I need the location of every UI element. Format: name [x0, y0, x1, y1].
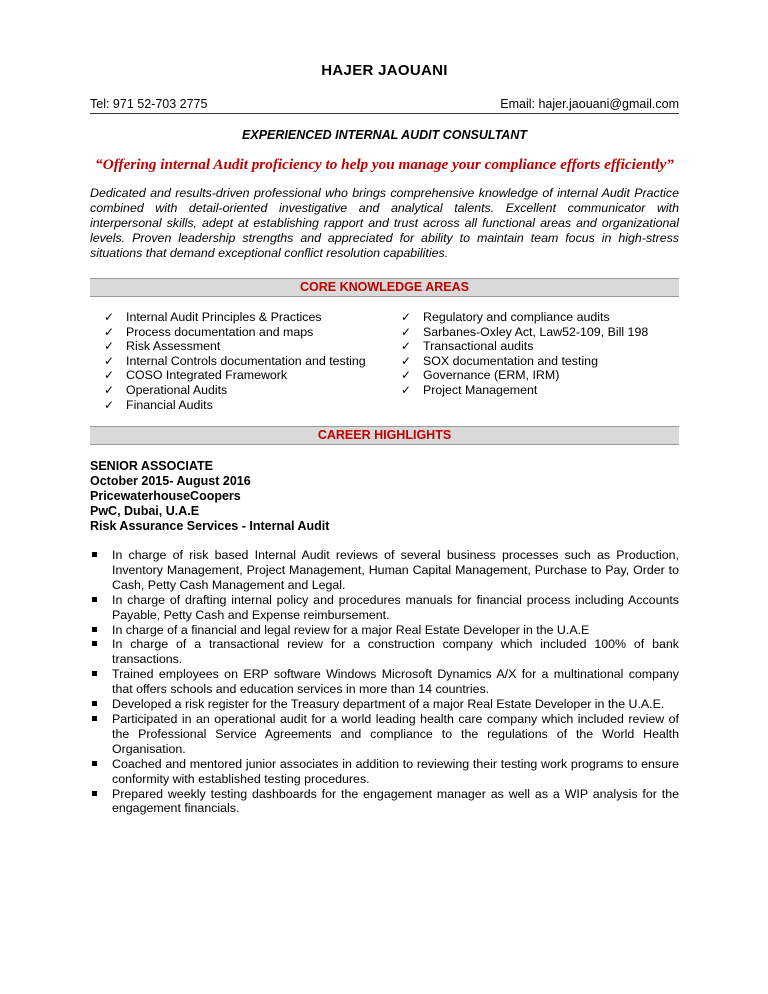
skills-column-left — [104, 310, 366, 412]
skills-column-right — [401, 310, 648, 398]
core-knowledge-heading: CORE KNOWLEDGE AREAS — [90, 278, 679, 297]
square-bullet-icon — [92, 671, 97, 676]
square-bullet-icon — [92, 761, 97, 766]
skill-item: ✓ Sarbanes-Oxley Act, Law52-109, Bill 198 — [401, 324, 649, 339]
square-bullet-icon — [92, 701, 97, 706]
checkmark-icon: ✓ — [104, 339, 115, 354]
skill-item: ✓ Process documentation and maps — [104, 324, 314, 339]
contact-line — [90, 97, 679, 114]
square-bullet-icon — [92, 597, 97, 602]
skill-item: ✓ Regulatory and compliance audits — [401, 310, 610, 324]
square-bullet-icon — [92, 552, 97, 557]
checkmark-icon: ✓ — [401, 339, 412, 354]
duty-item: Trained employees on ERP software Windows Microsoft Dynamics A/X for a multinational company that offers schools and education services in more than 14 countries. — [90, 667, 679, 697]
duty-item: In charge of risk based Internal Audit reviews of several business processes such as Production, Inventory Management, Project Management, Human Capital Management, Purchase to Pay, Order to Cash, Petty Cash Management and Legal. — [90, 548, 679, 593]
duty-item: Participated in an operational audit for a world leading health care company which included review of the Professional Service Agreements and compliance to the regulations of the World Health Organisation. — [90, 712, 679, 757]
profile-summary: Dedicated and results-driven professional who brings comprehensive knowledge of internal Audit Practice combined with detail-oriented investigative and analytical talents. Excellent communicator with interpersonal skills, adept at establishing rapport and trust across all functional areas and organizational levels. Proven leadership strengths and appreciated for ability to maintain team focus in high-stress situations that demand exceptional conflict resolution capabilities. — [90, 186, 679, 260]
square-bullet-icon — [92, 791, 97, 796]
duty-item: In charge of a financial and legal review for a major Real Estate Developer in the U.A.E — [90, 623, 679, 638]
skill-item: ✓ Financial Audits — [104, 397, 213, 412]
professional-title: EXPERIENCED INTERNAL AUDIT CONSULTANT — [242, 128, 527, 142]
skill-item: ✓ Governance (ERM, IRM) — [401, 368, 560, 383]
duty-item: Coached and mentored junior associates in addition to reviewing their testing work programs to ensure conformity with established testing procedures. — [90, 757, 679, 787]
square-bullet-icon — [92, 716, 97, 721]
checkmark-icon: ✓ — [104, 353, 115, 368]
job-location: PwC, Dubai, U.A.E — [90, 504, 200, 518]
square-bullet-icon — [92, 641, 97, 646]
duty-item: Developed a risk register for the Treasury department of a major Real Estate Developer in the U.A.E. — [90, 697, 679, 712]
checkmark-icon: ✓ — [401, 368, 412, 383]
checkmark-icon: ✓ — [401, 382, 412, 397]
skill-item: ✓ COSO Integrated Framework — [104, 368, 288, 383]
job-dates: October 2015- August 2016 — [90, 474, 251, 488]
duty-item: In charge of drafting internal policy and procedures manuals for financial process including Accounts Payable, Petty Cash and Expense reimbursement. — [90, 593, 679, 623]
square-bullet-icon — [92, 627, 97, 632]
duty-item: Prepared weekly testing dashboards for the engagement manager as well as a WIP analysis for the engagement financials. — [90, 787, 679, 817]
tagline-quote: “Offering internal Audit proficiency to help you manage your compliance efforts efficiently” — [95, 156, 674, 173]
job-header — [90, 459, 329, 534]
job-department: Risk Assurance Services - Internal Audit — [90, 519, 330, 533]
checkmark-icon: ✓ — [104, 397, 115, 412]
skill-item: ✓ SOX documentation and testing — [401, 353, 598, 368]
skill-item: ✓ Project Management — [401, 382, 538, 397]
email-address: Email: hajer.jaouani@gmail.com — [500, 97, 679, 111]
skill-item: ✓ Transactional audits — [401, 339, 534, 354]
job-title: SENIOR ASSOCIATE — [90, 459, 213, 473]
employer-name: PricewaterhouseCoopers — [90, 489, 241, 503]
checkmark-icon: ✓ — [104, 310, 115, 324]
candidate-name: HAJER JAOUANI — [321, 62, 448, 79]
career-highlights-heading: CAREER HIGHLIGHTS — [90, 426, 679, 445]
phone-number: Tel: 971 52-703 2775 — [90, 97, 208, 111]
checkmark-icon: ✓ — [401, 310, 412, 324]
skill-item: ✓ Risk Assessment — [104, 339, 221, 354]
checkmark-icon: ✓ — [401, 324, 412, 339]
checkmark-icon: ✓ — [104, 382, 115, 397]
checkmark-icon: ✓ — [104, 324, 115, 339]
skill-item: ✓ Internal Audit Principles & Practices — [104, 310, 322, 324]
duty-item: In charge of a transactional review for a construction company which included 100% of bank transactions. — [90, 637, 679, 667]
skill-item: ✓ Operational Audits — [104, 382, 228, 397]
checkmark-icon: ✓ — [401, 353, 412, 368]
job-duties — [90, 548, 679, 816]
skill-item: ✓ Internal Controls documentation and testing — [104, 353, 366, 368]
checkmark-icon: ✓ — [104, 368, 115, 383]
